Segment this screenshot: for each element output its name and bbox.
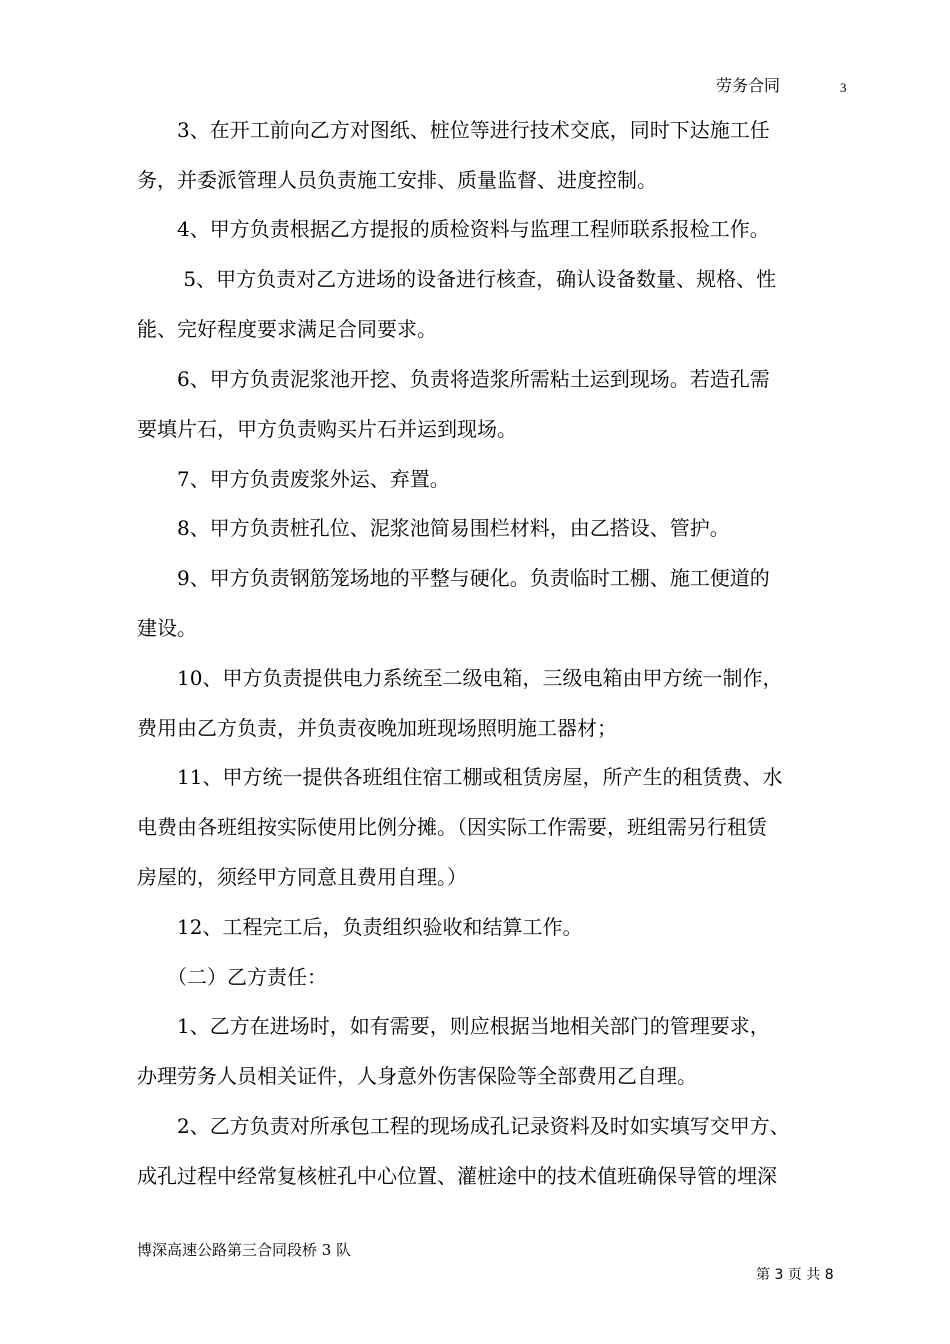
body-line: （二）乙方责任： — [137, 965, 327, 989]
footer-pagination: 第 3 页 共 8 — [756, 1267, 834, 1283]
body-line: 成孔过程中经常复核桩孔中心位置、灌桩途中的技术值班确保导管的埋深 — [137, 1164, 777, 1188]
body-line: 务，并委派管理人员负责施工安排、质量监督、进度控制。 — [137, 168, 657, 192]
body-line: 要填片石，甲方负责购买片石并运到现场。 — [137, 417, 517, 441]
body-line: 4、甲方负责根据乙方提报的质检资料与监理工程师联系报检工作。 — [137, 217, 770, 241]
body-line: 7、甲方负责废浆外运、弃置。 — [137, 467, 450, 491]
footer-project-name: 博深高速公路第三合同段桥 3 队 — [137, 1241, 352, 1259]
body-line: 3、在开工前向乙方对图纸、桩位等进行技术交底，同时下达施工任 — [137, 118, 770, 142]
body-line: 6、甲方负责泥浆池开挖、负责将造浆所需粘土运到现场。若造孔需 — [137, 367, 770, 391]
body-line: 9、甲方负责钢筋笼场地的平整与硬化。负责临时工棚、施工便道的 — [137, 566, 770, 590]
body-line: 房屋的，须经甲方同意且费用自理。） — [137, 865, 467, 889]
body-line: 8、甲方负责桩孔位、泥浆池简易围栏材料，由乙搭设、管护。 — [137, 516, 730, 540]
body-line: 能、完好程度要求满足合同要求。 — [137, 317, 437, 341]
body-line: 10、甲方负责提供电力系统至二级电箱，三级电箱由甲方统一制作， — [137, 666, 783, 690]
header-title: 劳务合同 — [716, 76, 781, 95]
body-line: 11、甲方统一提供各班组住宿工棚或租赁房屋，所产生的租赁费、水 — [137, 765, 783, 789]
body-line: 电费由各班组按实际使用比例分摊。（因实际工作需要，班组需另行租赁 — [137, 815, 767, 839]
body-line: 办理劳务人员相关证件，人身意外伤害保险等全部费用乙自理。 — [137, 1064, 697, 1088]
body-line: 2、乙方负责对所承包工程的现场成孔记录资料及时如实填写交甲方、 — [137, 1114, 790, 1138]
body-line: 费用由乙方负责，并负责夜晚加班现场照明施工器材； — [137, 716, 617, 740]
body-line: 5、甲方负责对乙方进场的设备进行核查，确认设备数量、规格、性 — [137, 267, 777, 291]
body-line: 建设。 — [137, 616, 197, 640]
header-page-number: 3 — [840, 80, 847, 95]
body-line: 12、工程完工后，负责组织验收和结算工作。 — [137, 915, 583, 939]
body-line: 1、乙方在进场时，如有需要，则应根据当地相关部门的管理要求， — [137, 1014, 770, 1038]
